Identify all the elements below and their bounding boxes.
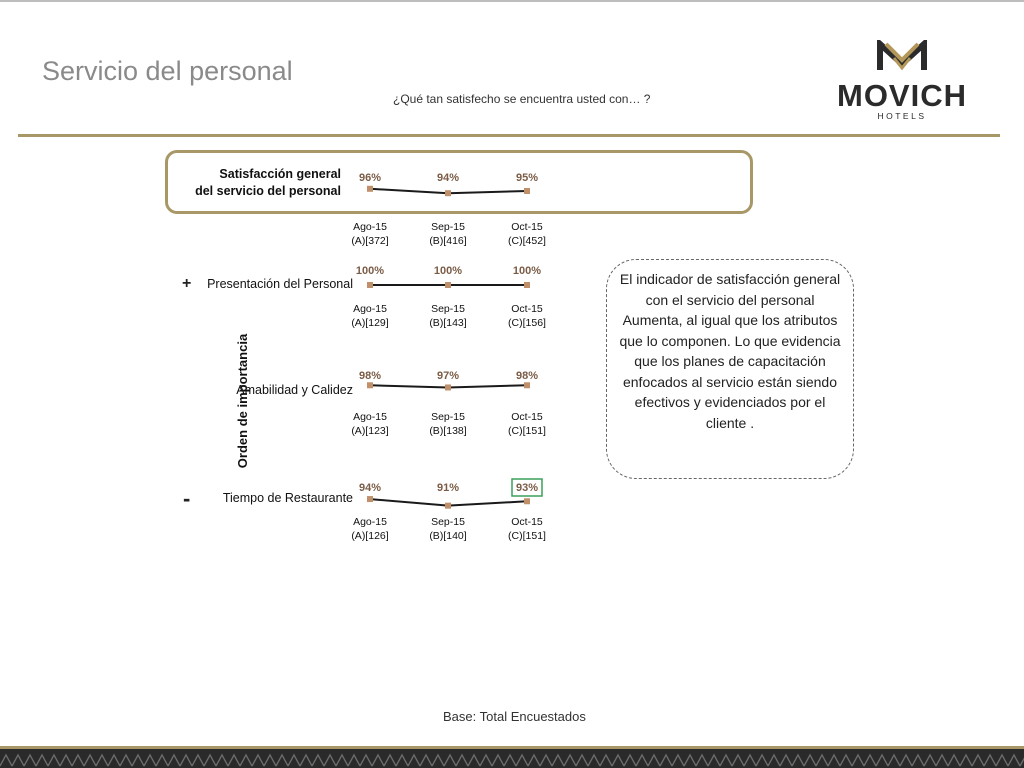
period-label <box>497 410 557 438</box>
period-label <box>418 410 478 438</box>
importance-top-marker: + <box>182 275 192 292</box>
period-base: (C)[151] <box>508 425 546 437</box>
period-label <box>418 515 478 543</box>
data-point <box>367 382 373 388</box>
period-label <box>340 302 400 330</box>
data-label: 91% <box>436 482 460 494</box>
logo-tagline: HOTELS <box>877 111 927 121</box>
data-point <box>445 503 451 509</box>
period-label <box>497 220 557 248</box>
data-point <box>367 496 373 502</box>
period-date: Oct-15 <box>511 221 543 233</box>
data-point <box>367 282 373 288</box>
decorative-footer-band <box>0 746 1024 768</box>
period-date: Sep-15 <box>431 411 465 423</box>
period-label <box>340 515 400 543</box>
period-base: (A)[372] <box>351 235 389 247</box>
period-base: (B)[140] <box>429 530 467 542</box>
period-label <box>340 220 400 248</box>
period-base: (A)[129] <box>351 317 389 329</box>
period-label <box>497 302 557 330</box>
data-label: 94% <box>358 482 382 494</box>
data-label: 96% <box>358 172 382 184</box>
data-label: 95% <box>515 172 539 184</box>
period-base: (B)[416] <box>429 235 467 247</box>
period-date: Oct-15 <box>511 411 543 423</box>
page-title: Servicio del personal <box>42 56 293 86</box>
period-base: (A)[123] <box>351 425 389 437</box>
period-date: Oct-15 <box>511 303 543 315</box>
period-base: (B)[143] <box>429 317 467 329</box>
period-date: Ago-15 <box>353 516 387 528</box>
period-base: (C)[151] <box>508 530 546 542</box>
data-label: 93% <box>515 482 539 494</box>
period-base: (B)[138] <box>429 425 467 437</box>
data-point <box>445 384 451 390</box>
period-date: Sep-15 <box>431 516 465 528</box>
period-label <box>418 220 478 248</box>
period-base: (A)[126] <box>351 530 389 542</box>
data-label: 98% <box>515 370 539 382</box>
importance-axis-title: Orden de importancia <box>235 333 250 469</box>
base-footnote: Base: Total Encuestados <box>443 709 586 724</box>
period-date: Sep-15 <box>431 303 465 315</box>
period-date: Ago-15 <box>353 221 387 233</box>
importance-bottom-marker: - <box>183 486 191 511</box>
insight-note: El indicador de satisfacción general con el servicio del personal Aumenta, al igual que los atributos que lo componen. Lo que evidencia que los planes de capacitación enfocados al servicio están siendo efectivos y evidenciados por el cliente . <box>606 259 854 479</box>
data-label: 100% <box>433 265 463 277</box>
data-point <box>367 186 373 192</box>
period-base: (C)[452] <box>508 235 546 247</box>
overall-satisfaction-label: Satisfacción general del servicio del personal <box>195 167 341 198</box>
period-date: Ago-15 <box>353 411 387 423</box>
row-label-amabilidad: Amabilidad y Calidez <box>236 383 353 397</box>
data-label: 98% <box>358 370 382 382</box>
data-point <box>524 188 530 194</box>
period-label <box>418 302 478 330</box>
period-date: Sep-15 <box>431 221 465 233</box>
data-point <box>445 282 451 288</box>
period-label <box>340 410 400 438</box>
data-point <box>524 498 530 504</box>
data-point <box>524 282 530 288</box>
row-label-presentacion: Presentación del Personal <box>207 277 353 291</box>
data-label: 100% <box>355 265 385 277</box>
row-label-tiempo: Tiempo de Restaurante <box>222 491 353 505</box>
period-date: Oct-15 <box>511 516 543 528</box>
data-label: 97% <box>436 370 460 382</box>
data-point <box>445 190 451 196</box>
period-date: Ago-15 <box>353 303 387 315</box>
period-label <box>497 515 557 543</box>
data-label: 94% <box>436 172 460 184</box>
data-label: 100% <box>512 265 542 277</box>
period-base: (C)[156] <box>508 317 546 329</box>
data-point <box>524 382 530 388</box>
survey-question: ¿Qué tan satisfecho se encuentra usted con… ? <box>393 92 651 106</box>
logo-wordmark: MOVICH <box>837 78 967 113</box>
